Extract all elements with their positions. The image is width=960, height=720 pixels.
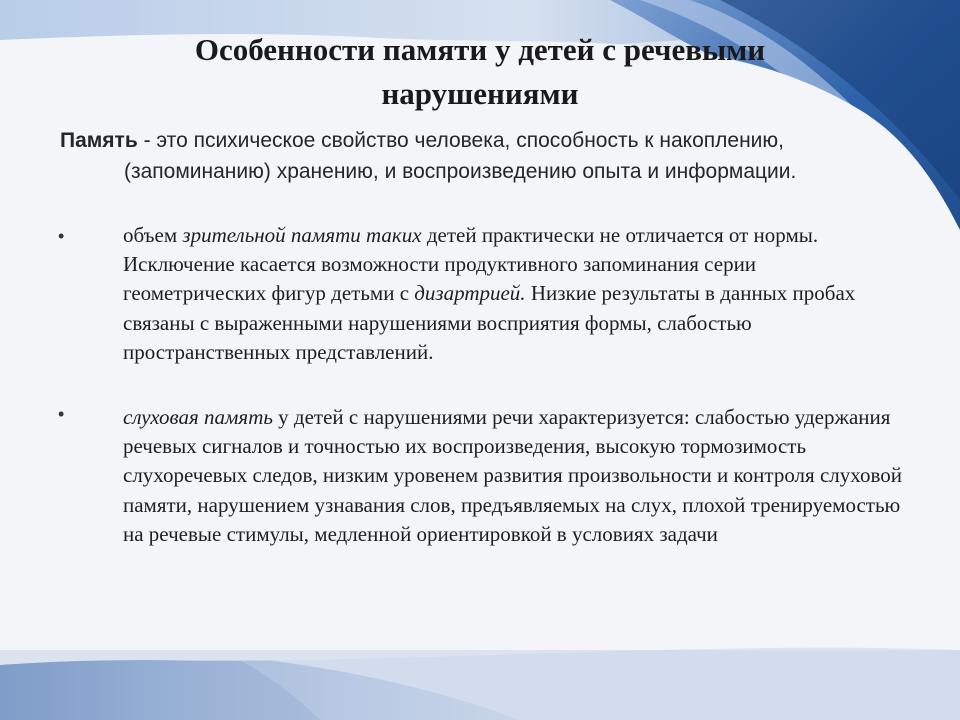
title-line-2: нарушениями [381, 76, 579, 111]
bullet1-text-3: Низкие результаты в данных пробах связаны с выраженными нарушениями восприятия формы, слабостью пространственных представлений. [123, 281, 856, 364]
title-line-1: Особенности памяти у детей с речевыми [194, 32, 766, 67]
bullet1-text-2: детей практически не отличается от нормы. Исключение касается возможности продуктивного запоминания серии геометрических фигур детьми с [123, 223, 819, 306]
bullet1-italic-2: дизартрией. [414, 281, 526, 306]
bullet-marker: • [58, 226, 65, 246]
bullet-marker: • [58, 404, 65, 424]
bullet2-italic-1: слуховая память [123, 405, 273, 429]
bullet-auditory-memory [123, 403, 903, 549]
bullet2-text-1: у детей с нарушениями речи характеризуется: слабостью удержания речевых сигналов и точностью их воспроизведения, высокую тормозимость слухоречевых следов, низким уровенем развития произвольности и контроля слуховой памяти, нарушением узнавания слов, предъявляемых на слух, плохой тренируемостью на речевые стимулы, медленной ориентировкой в условиях задачи [123, 405, 902, 546]
definition-term: Память [60, 129, 138, 152]
definition-text-line-1: - это психическое свойство человека, способность к накоплению, [137, 129, 784, 152]
definition-text-line-2: (запоминанию) хранению, и воспроизведению опыта и информации. [124, 160, 797, 183]
bullet-visual-memory [123, 221, 903, 367]
bullet1-text-1: объем [123, 223, 183, 247]
bullet1-italic-1: зрительной памяти таких [182, 223, 422, 247]
